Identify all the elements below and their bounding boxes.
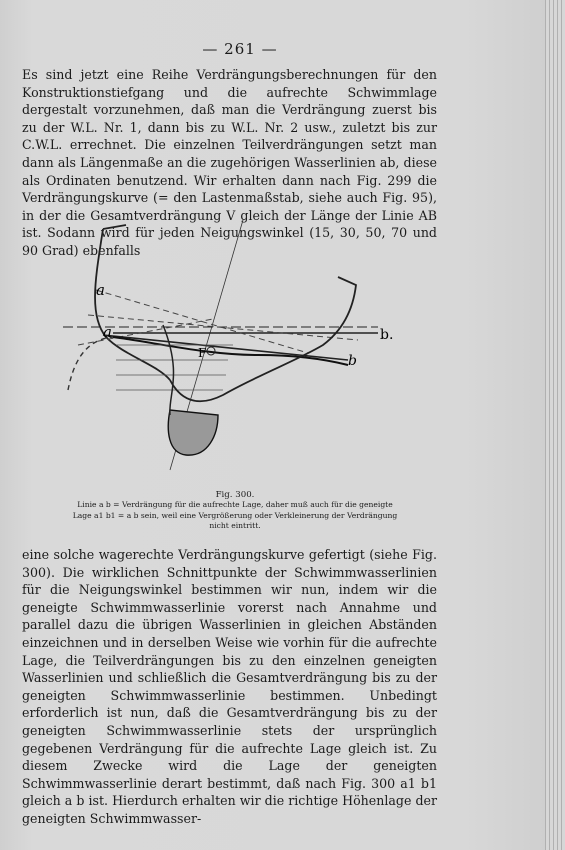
figure-caption-line-3: nicht eintritt. bbox=[209, 521, 261, 531]
figure-caption bbox=[40, 490, 430, 532]
paragraph-bottom bbox=[22, 546, 437, 828]
page-number: — 261 — bbox=[202, 40, 278, 58]
book-margin-edges bbox=[545, 0, 565, 850]
paragraph-bottom-text: eine solche wagerechte Verdrängungskurve gefertigt (siehe Fig. 300). Die wirklichen Schnittpunkte der Schwimmwasserlinien für die Neigungswinkel bestimmen wir nun, indem wir die geneigte Schwimmwasserlinie vorerst nach Annahme und parallel dazu die übrigen Wasserlinien in gleichen Abständen einzeichnen und in derselben Weise wie vorhin für die aufrechte Lage, die Teilverdrängungen bis zu den einzelnen geneigten Wasserlinien und schließlich die Gesamtverdrängung bis zu der geneigten Schwimmwasserlinie bestimmen. Unbedingt erforderlich ist nun, daß die Gesamtverdrängung bis zu der geneigten Schwimmwasserlinie stets der ursprünglich gegebenen Verdrängung für die aufrechte Lage gleich ist. Zu diesem Zwecke wird die Lage der geneigten Schwimmwasserlinie derart bestimmt, daß nach Fig. 300 a1 b1 gleich a b ist. Hierdurch erhalten wir die richtige Höhenlage der geneigten Schwimmwasser- bbox=[22, 547, 437, 826]
figure-caption-line-2: Lage a1 b1 = a b sein, weil eine Vergrößerung oder Verkleinerung der Verdrängung bbox=[72, 510, 398, 520]
waterline-inclined bbox=[103, 335, 348, 360]
label-F: F bbox=[198, 346, 207, 360]
dashed-line-1 bbox=[96, 290, 308, 353]
figure-caption-title: Fig. 300. bbox=[215, 490, 255, 500]
label-a: a bbox=[96, 281, 105, 299]
paragraph-top-text: Es sind jetzt eine Reihe Verdrängungsberechnungen für den Konstruktionstiefgang und die aufrechte Schwimmlage dergestalt vorzunehmen, daß man die Verdrängung zuerst bis zu der W.L. Nr. 1, dann bis zu W.L. Nr. 2 usw., zuletzt bis zur C.W.L. errechnet. Die einzelnen Teilverdrängungen setzt man dann als Längenmaße an die zugehörigen Wasserlinien ab, diese als Ordinaten benutzend. Wir erhalten dann nach Fig. 299 die Verdrängungskurve (= den Lastenmaßstab, siehe auch Fig. 95), in der die Gesamtverdrängung V gleich der Länge der Linie AB ist. Sodann wird für jeden Neigungswinkel (15, 30, 50, 70 und 90 Grad) ebenfalls bbox=[22, 67, 437, 258]
keel-shaded-region bbox=[168, 410, 218, 455]
figure-300-diagram bbox=[58, 215, 418, 485]
displacement-curve-dashed bbox=[68, 337, 113, 390]
label-b1: b bbox=[348, 353, 357, 369]
figure-caption-line-1: Linie a b = Verdrängung für die aufrechte Lage, daher muß auch für die geneigte bbox=[77, 500, 393, 510]
label-b: b. bbox=[380, 327, 394, 343]
label-a1: a bbox=[103, 323, 112, 341]
hull-inclined-bottom bbox=[163, 325, 174, 415]
hull-section-left bbox=[95, 225, 170, 380]
